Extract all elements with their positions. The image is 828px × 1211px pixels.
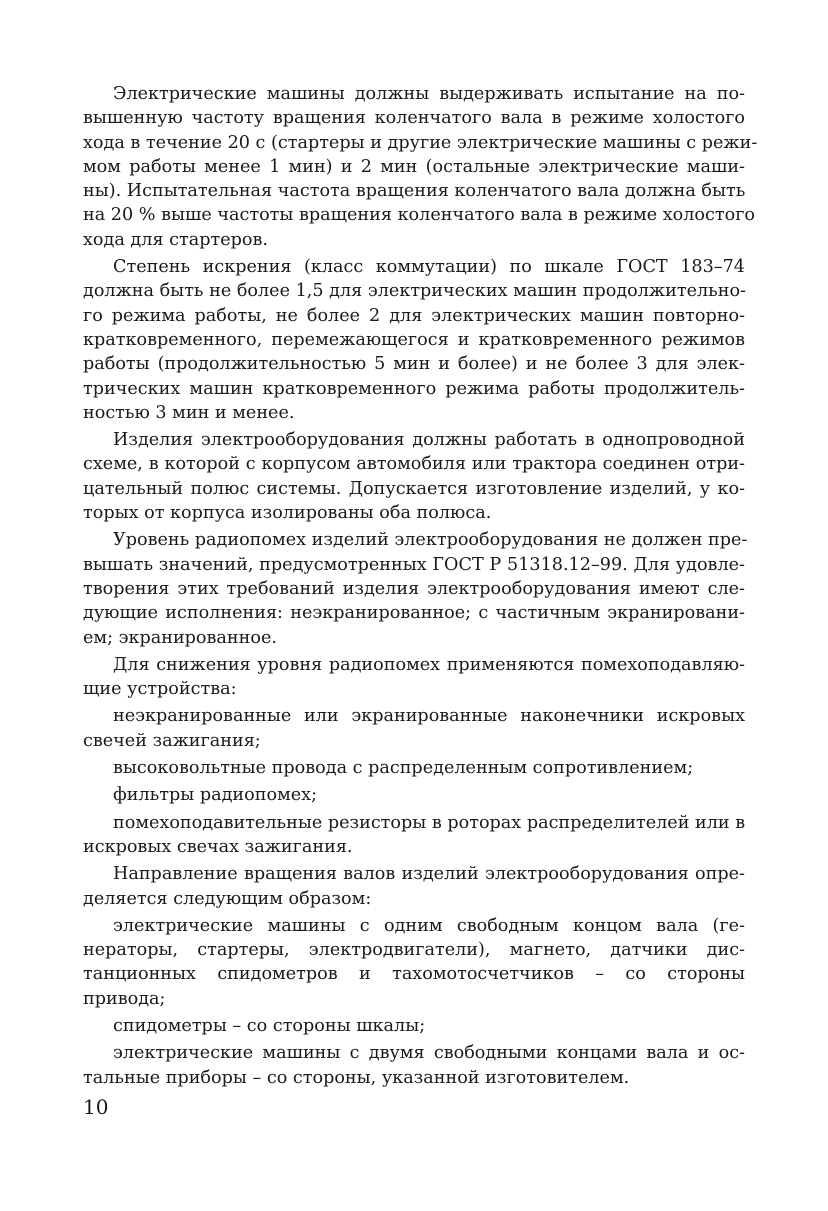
text-line: работы (продолжительностью 5 мин и более) и не более 3 для элек-	[83, 354, 745, 375]
text-line: Уровень радиопомех изделий электрооборудования не должен пре-	[113, 530, 748, 551]
page-number: 10	[83, 1095, 109, 1119]
text-line: щие устройства:	[83, 679, 237, 700]
list-item	[83, 783, 745, 807]
text-line: творения этих требований изделия электрооборудования имеют сле-	[83, 578, 745, 599]
text-line: нераторы, стартеры, электродвигатели), магнето, датчики дис-	[83, 940, 745, 961]
text-line: помехоподавительные резисторы в роторах распределителей или в	[113, 812, 746, 833]
text-line: Степень искрения (класс коммутации) по шкале ГОСТ 183–74	[113, 257, 745, 278]
text-line: дующие исполнения: неэкранированное; с частичным экранировани-	[83, 603, 745, 624]
list-item	[83, 1014, 745, 1038]
text-line: ны). Испытательная частота вращения коленчатого вала должна быть	[83, 181, 746, 202]
text-line: неэкранированные или экранированные наконечники искровых	[113, 706, 745, 727]
text-line: должна быть не более 1,5 для электрических машин продолжительно-	[83, 281, 747, 302]
text-line: хода для стартеров.	[83, 229, 268, 250]
page-body	[83, 82, 758, 1093]
text-line: трических машин кратковременного режима работы продолжитель-	[83, 378, 745, 399]
list-item	[83, 914, 745, 1011]
text-line: фильтры радиопомех;	[113, 785, 318, 806]
text-line: Для снижения уровня радиопомех применяются помехоподавляю-	[113, 654, 745, 675]
text-line: танционных спидометров и тахомотосчетчиков – со стороны	[83, 964, 745, 985]
text-line: деляется следующим образом:	[83, 888, 372, 909]
paragraph	[83, 653, 745, 702]
text-line: Изделия электрооборудования должны работать в однопроводной	[113, 430, 745, 451]
list-item	[83, 756, 745, 780]
paragraph	[83, 255, 745, 425]
list-item	[83, 704, 745, 753]
text-line: искровых свечах зажигания.	[83, 836, 353, 857]
text-line: на 20 % выше частоты вращения коленчатого вала в режиме холостого	[83, 205, 756, 226]
text-line: электрические машины с одним свободным концом вала (ге-	[113, 915, 745, 936]
text-line: вышенную частоту вращения коленчатого вала в режиме холостого	[83, 108, 745, 129]
text-line: свечей зажигания;	[83, 730, 261, 751]
text-line: торых от корпуса изолированы оба полюса.	[83, 503, 492, 524]
paragraph	[83, 528, 748, 649]
text-line: цательный полюс системы. Допускается изготовление изделий, у ко-	[83, 478, 745, 499]
paragraph	[83, 82, 758, 252]
text-line: электрические машины с двумя свободными концами вала и ос-	[113, 1043, 745, 1064]
text-line: хода в течение 20 с (стартеры и другие электрические машины с режи-	[83, 132, 758, 153]
text-line: мом работы менее 1 мин) и 2 мин (остальные электрические маши-	[83, 156, 745, 177]
text-line: ностью 3 мин и менее.	[83, 402, 295, 423]
list-item	[83, 1041, 745, 1090]
text-line: привода;	[83, 988, 166, 1009]
text-line: Электрические машины должны выдерживать испытание на по-	[113, 84, 745, 104]
paragraph	[83, 862, 745, 911]
text-line: схеме, в которой с корпусом автомобиля или трактора соединен отри-	[83, 454, 745, 475]
list-item	[83, 811, 745, 860]
paragraph	[83, 428, 745, 525]
text-line: кратковременного, перемежающегося и кратковременного режимов	[83, 329, 745, 350]
text-line: го режима работы, не более 2 для электрических машин повторно-	[83, 305, 745, 326]
text-line: Направление вращения валов изделий электрооборудования опре-	[113, 864, 745, 885]
text-line: высоковольтные провода с распределенным сопротивлением;	[113, 758, 694, 779]
text-line: ем; экранированное.	[83, 627, 277, 648]
text-line: спидометры – со стороны шкалы;	[113, 1015, 426, 1036]
text-line: вышать значений, предусмотренных ГОСТ Р 51318.12–99. Для удовле-	[83, 554, 745, 575]
text-line: тальные приборы – со стороны, указанной изготовителем.	[83, 1067, 630, 1088]
